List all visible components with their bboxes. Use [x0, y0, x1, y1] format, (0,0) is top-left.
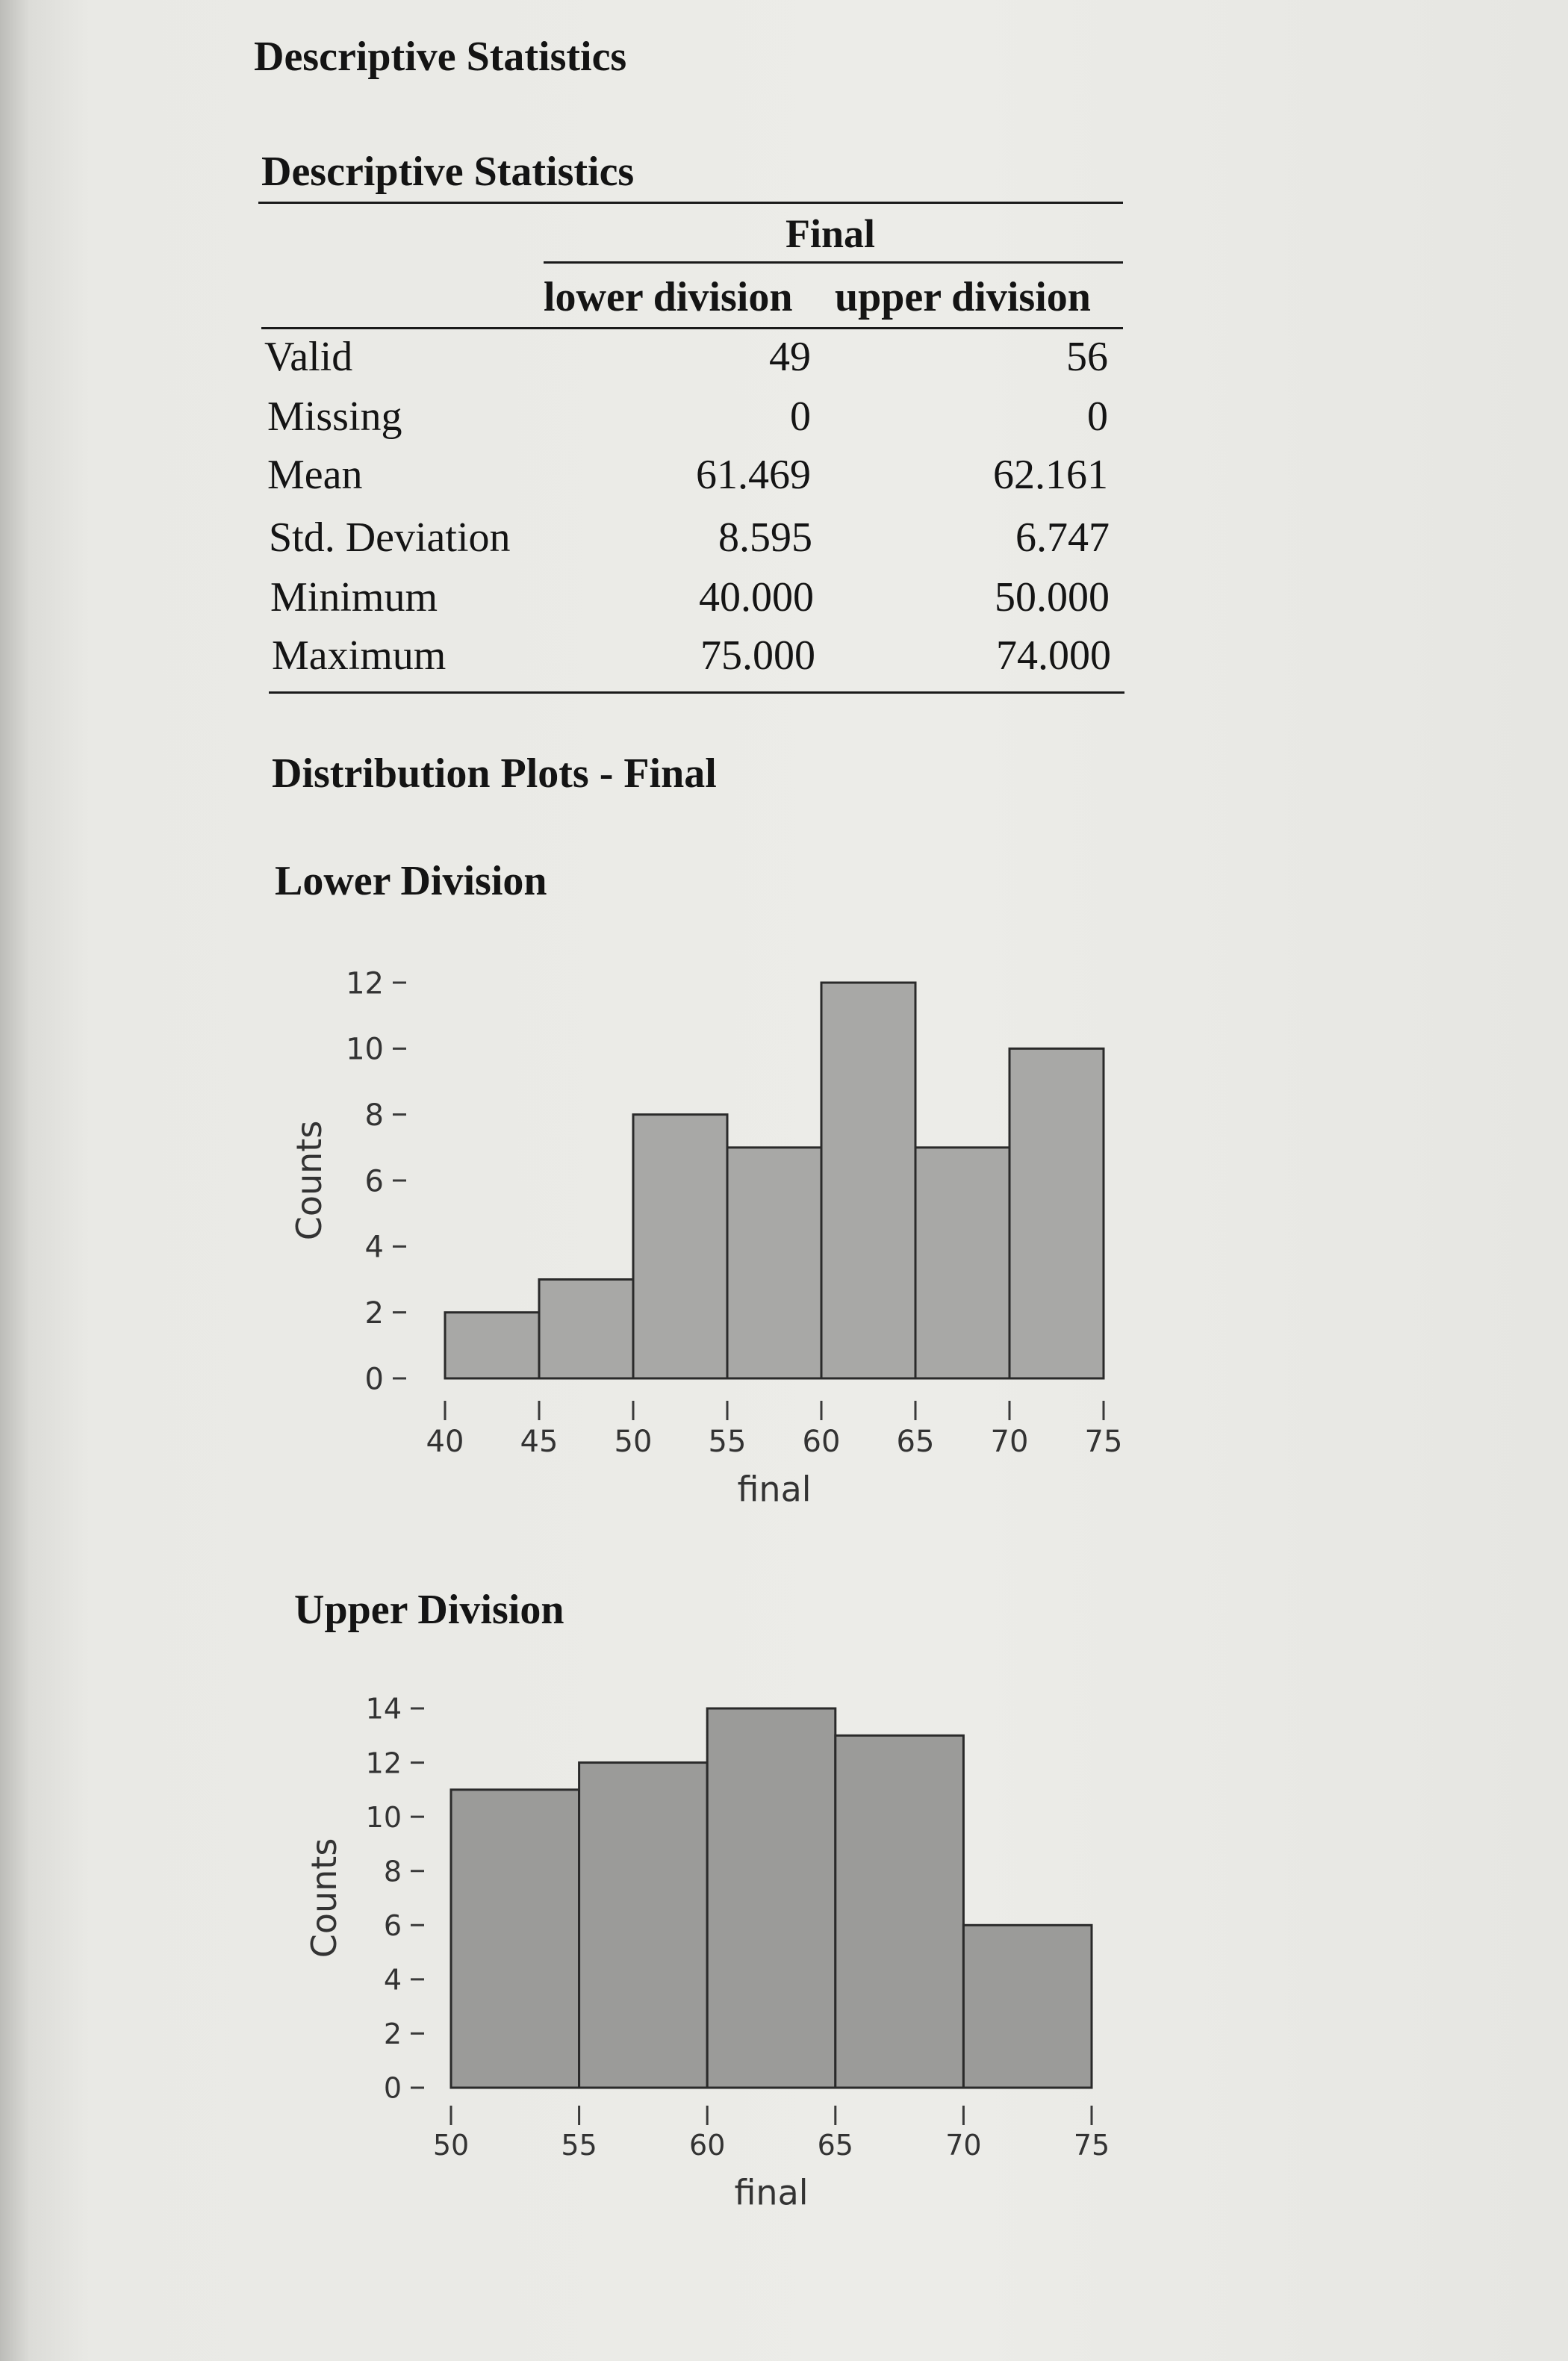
- y-tick-label: 12: [365, 1746, 402, 1780]
- row-label: Missing: [267, 394, 402, 440]
- histogram-bar: [836, 1735, 964, 2088]
- y-axis-label: Counts: [289, 1120, 329, 1241]
- column-group-header: Final: [785, 211, 876, 256]
- y-tick-label: 6: [364, 1164, 384, 1199]
- y-tick-label: 0: [364, 1362, 384, 1397]
- x-axis-label: final: [734, 2172, 809, 2213]
- y-tick-label: 8: [364, 1098, 384, 1133]
- x-axis-label: final: [737, 1469, 812, 1510]
- x-tick-label: 50: [432, 2128, 470, 2162]
- y-tick-label: 4: [383, 1963, 402, 1997]
- histogram-bar: [451, 1790, 579, 2088]
- x-tick-label: 45: [520, 1425, 559, 1459]
- cell-lower: 0: [790, 394, 811, 440]
- cell-upper: 0: [1087, 394, 1108, 440]
- cell-lower: 8.595: [718, 514, 812, 561]
- x-tick-label: 60: [689, 2128, 726, 2162]
- histogram-bar: [579, 1763, 708, 2088]
- y-axis-label: Counts: [304, 1838, 344, 1959]
- x-tick-label: 65: [896, 1425, 935, 1459]
- distribution-title: Distribution Plots - Final: [272, 750, 717, 797]
- column-header-upper: upper division: [835, 274, 1091, 320]
- cell-lower: 75.000: [700, 632, 815, 679]
- x-tick-label: 60: [802, 1425, 841, 1459]
- x-tick-label: 75: [1073, 2128, 1110, 2162]
- cell-lower: 49: [769, 334, 811, 380]
- y-tick-label: 4: [364, 1230, 384, 1265]
- table-title: Descriptive Statistics: [261, 149, 635, 195]
- y-tick-label: 0: [383, 2071, 402, 2105]
- y-tick-label: 2: [383, 2018, 402, 2051]
- y-tick-label: 10: [346, 1032, 384, 1067]
- x-tick-label: 55: [561, 2128, 597, 2162]
- cell-upper: 50.000: [995, 574, 1110, 620]
- cell-lower: 40.000: [699, 574, 814, 620]
- y-tick-label: 10: [365, 1800, 402, 1834]
- histogram-bar: [963, 1925, 1092, 2088]
- cell-upper: 56: [1066, 334, 1108, 380]
- upper-division-title: Upper Division: [294, 1587, 564, 1633]
- x-tick-label: 70: [990, 1425, 1029, 1459]
- x-tick-label: 40: [426, 1425, 464, 1459]
- page-title: Descriptive Statistics: [254, 34, 627, 80]
- cell-upper: 62.161: [993, 452, 1108, 498]
- y-tick-label: 2: [364, 1296, 384, 1331]
- row-label: Minimum: [270, 574, 438, 620]
- x-tick-label: 70: [945, 2128, 982, 2162]
- row-label: Maximum: [272, 632, 447, 679]
- column-header-lower: lower division: [544, 274, 793, 320]
- x-tick-label: 50: [614, 1425, 653, 1459]
- lower-division-title: Lower Division: [275, 858, 547, 904]
- row-label: Valid: [264, 334, 353, 380]
- histogram-bar: [707, 1708, 836, 2088]
- y-tick-label: 6: [383, 1909, 402, 1942]
- y-tick-label: 12: [346, 966, 384, 1001]
- cell-upper: 74.000: [996, 632, 1111, 679]
- cell-lower: 61.469: [696, 452, 811, 498]
- row-label: Mean: [267, 452, 363, 498]
- row-label: Std. Deviation: [269, 514, 511, 561]
- x-tick-label: 55: [708, 1425, 747, 1459]
- x-tick-label: 75: [1084, 1425, 1123, 1459]
- y-tick-label: 8: [383, 1855, 402, 1888]
- y-tick-label: 14: [365, 1692, 402, 1726]
- cell-upper: 6.747: [1015, 514, 1110, 561]
- x-tick-label: 65: [817, 2128, 853, 2162]
